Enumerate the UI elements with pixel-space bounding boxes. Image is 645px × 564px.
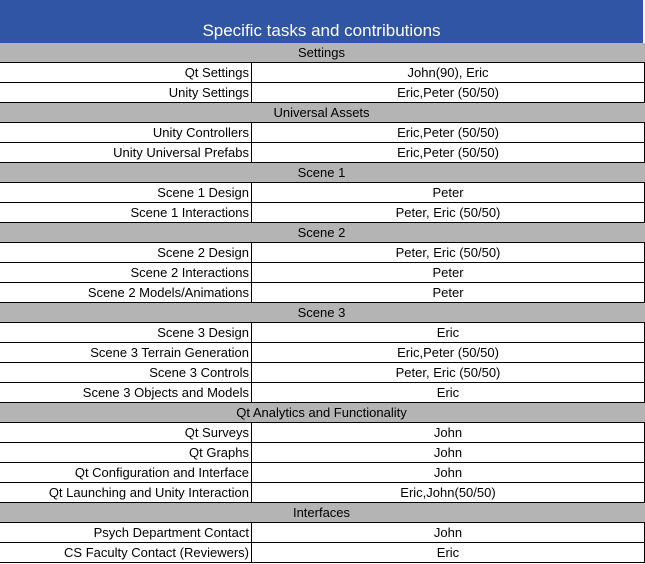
table-row: [0, 243, 645, 263]
contributors-cell: Peter: [252, 263, 645, 282]
task-cell: Unity Controllers: [0, 123, 252, 142]
table-row: [0, 483, 645, 503]
task-cell: Unity Settings: [0, 83, 252, 102]
contributors-cell: Eric,Peter (50/50): [252, 343, 645, 362]
contributors-cell: Eric,Peter (50/50): [252, 83, 645, 102]
task-cell: Psych Department Contact: [0, 523, 252, 542]
task-cell: Qt Launching and Unity Interaction: [0, 483, 252, 502]
table-row: [0, 203, 645, 223]
task-cell: Scene 1 Interactions: [0, 203, 252, 222]
section-label: Universal Assets: [273, 105, 370, 120]
section-label: Settings: [298, 45, 345, 60]
contributors-cell: Eric,Peter (50/50): [252, 123, 645, 142]
contributors-cell: Peter, Eric (50/50): [252, 203, 645, 222]
task-cell: Qt Configuration and Interface: [0, 463, 252, 482]
task-cell: Scene 3 Terrain Generation: [0, 343, 252, 362]
contributors-cell: Eric,John(50/50): [252, 483, 645, 502]
contributors-cell: Peter, Eric (50/50): [252, 363, 645, 382]
table-row: [0, 263, 645, 283]
table-row: [0, 323, 645, 343]
contributors-cell: Eric,Peter (50/50): [252, 143, 645, 162]
task-cell: Qt Settings: [0, 63, 252, 82]
table-row: [0, 283, 645, 303]
section-label: Qt Analytics and Functionality: [236, 405, 407, 420]
table-row: [0, 423, 645, 443]
task-cell: Scene 3 Design: [0, 323, 252, 342]
contributors-cell: John: [252, 423, 645, 442]
section-header-row: [0, 403, 645, 423]
table-row: [0, 523, 645, 543]
task-cell: Scene 2 Models/Animations: [0, 283, 252, 302]
table-row: [0, 83, 645, 103]
section-header-row: [0, 223, 645, 243]
section-header-row: [0, 163, 645, 183]
section-label: Scene 1: [297, 165, 346, 180]
section-label: Interfaces: [292, 505, 351, 520]
section-header-row: [0, 303, 645, 323]
section-header-row: [0, 103, 645, 123]
section-label: Scene 3: [297, 305, 346, 320]
table-row: [0, 543, 645, 563]
contributors-cell: Peter, Eric (50/50): [252, 243, 645, 262]
task-cell: Unity Universal Prefabs: [0, 143, 252, 162]
table-row: [0, 183, 645, 203]
contributors-cell: John: [252, 443, 645, 462]
contributors-cell: John: [252, 463, 645, 482]
contributors-cell: Peter: [252, 283, 645, 302]
contributors-cell: Peter: [252, 183, 645, 202]
task-cell: Qt Surveys: [0, 423, 252, 442]
task-cell: Scene 1 Design: [0, 183, 252, 202]
table-title: Specific tasks and contributions: [0, 0, 643, 43]
section-header-row: [0, 43, 645, 63]
contributors-cell: Eric: [252, 323, 645, 342]
task-cell: Qt Graphs: [0, 443, 252, 462]
task-cell: Scene 2 Interactions: [0, 263, 252, 282]
table-row: [0, 123, 645, 143]
table-row: [0, 363, 645, 383]
table-body: [0, 43, 645, 563]
table-row: [0, 343, 645, 363]
task-cell: Scene 2 Design: [0, 243, 252, 262]
table-row: [0, 443, 645, 463]
contributors-cell: Eric: [252, 543, 645, 562]
table-row: [0, 143, 645, 163]
task-cell: CS Faculty Contact (Reviewers): [0, 543, 252, 562]
table-row: [0, 463, 645, 483]
task-cell: Scene 3 Controls: [0, 363, 252, 382]
contributors-cell: John: [252, 523, 645, 542]
section-header-row: [0, 503, 645, 523]
contributors-cell: John(90), Eric: [252, 63, 645, 82]
table-row: [0, 383, 645, 403]
section-label: Scene 2: [297, 225, 346, 240]
task-cell: Scene 3 Objects and Models: [0, 383, 252, 402]
table-row: [0, 63, 645, 83]
contributors-cell: Eric: [252, 383, 645, 402]
